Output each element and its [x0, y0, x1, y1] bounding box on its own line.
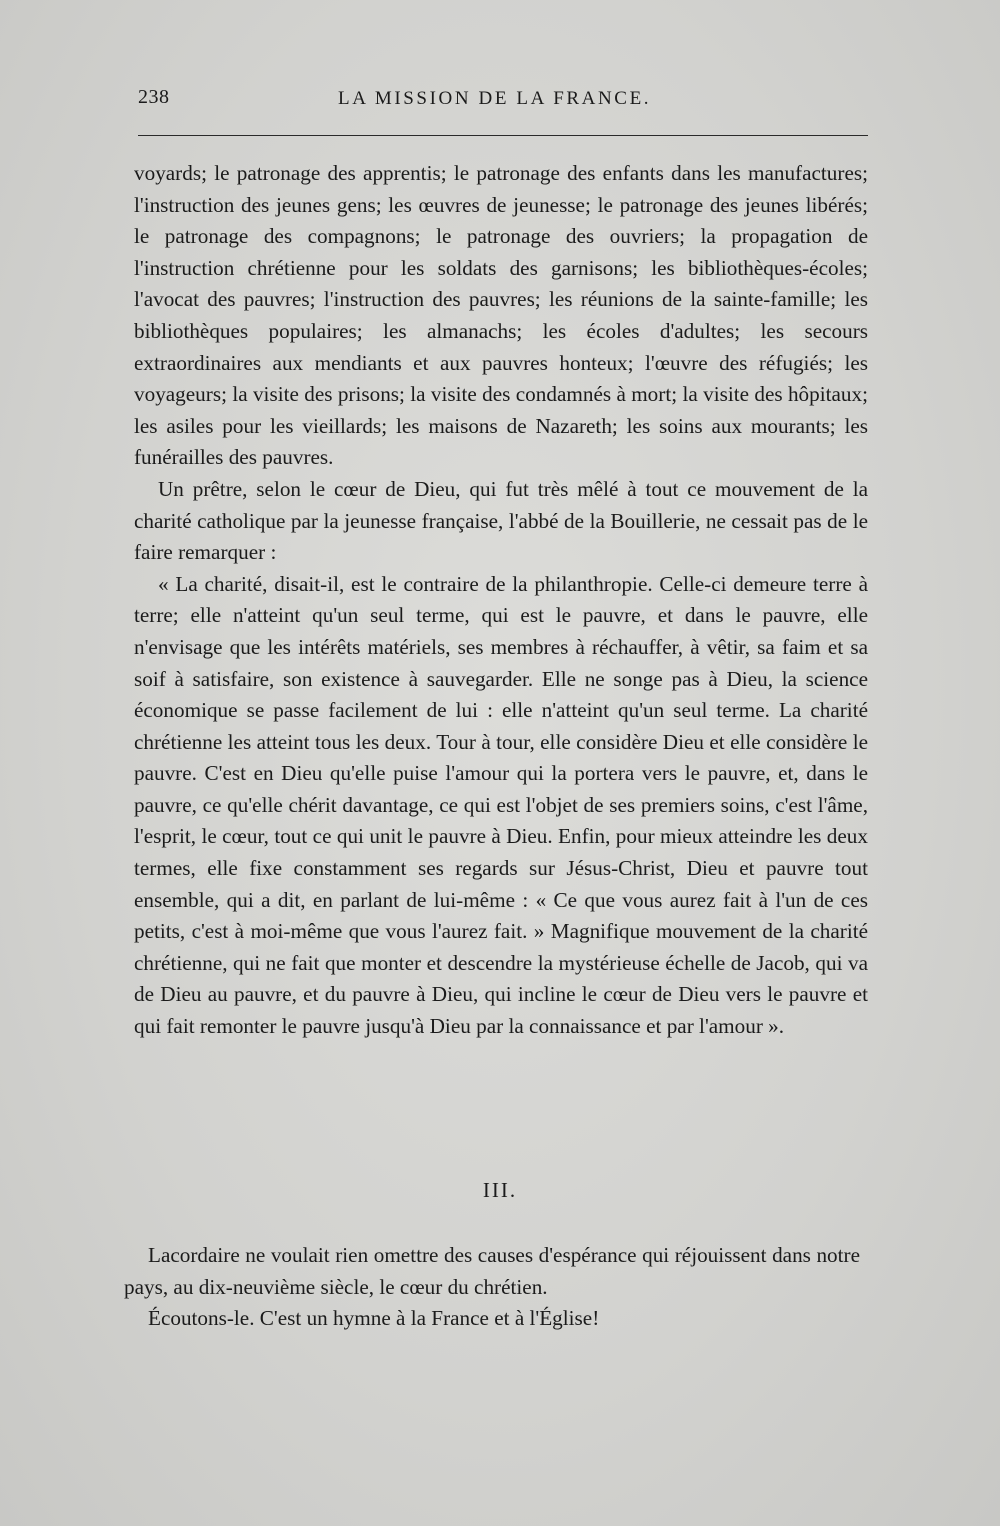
paragraph-quotation: « La charité, disait-il, est le contraire de la philanthropie. Celle-ci demeure terre à terre; elle n'atteint qu'un seul terme, qui est le pauvre, et dans le pauvre, elle n'envisage que les intérêts matériels, ses membres à réchauffer, à vêtir, sa faim et sa soif à satisfaire, son existence à sauvegarder. Elle ne songe pas à Dieu, la science économique se passe facilement de lui : elle n'atteint qu'un seul terme. La charité chrétienne les atteint tous les deux. Tour à tour, elle considère Dieu et elle considère le pauvre. C'est en Dieu qu'elle puise l'amour qui la portera vers le pauvre, et, dans le pauvre, ce qu'elle chérit davantage, ce qui est l'objet de ses premiers soins, c'est l'âme, l'esprit, le cœur, tout ce qui unit le pauvre à Dieu. Enfin, pour mieux atteindre les deux termes, elle fixe constamment ses regards sur Jésus-Christ, Dieu et pauvre tout ensemble, qui a dit, en parlant de lui-même : « Ce que vous aurez fait à l'un de ces petits, c'est à moi-même que vous l'aurez fait. » Magnifique mouvement de la charité chrétienne, qui ne fait que monter et descendre la mystérieuse échelle de Jacob, qui va de Dieu au pauvre, et du pauvre à Dieu, qui incline le cœur de Dieu vers le pauvre et qui fait remonter le pauvre jusqu'à Dieu par la connaissance et par l'amour ». [134, 571, 868, 1039]
running-head [138, 86, 868, 116]
running-title: LA MISSION DE LA FRANCE. [338, 88, 652, 109]
page-number: 238 [138, 86, 170, 108]
header-rule [138, 135, 868, 136]
section-heading: III. [482, 1178, 518, 1202]
paragraph-abbe-bouillerie: Un prêtre, selon le cœur de Dieu, qui fut très mêlé à tout ce mouvement de la charité catholique par la jeunesse française, l'abbé de la Bouillerie, ne cessait pas de le faire remarquer : [134, 476, 868, 565]
paragraph-lacordaire: Lacordaire ne voulait rien omettre des causes d'espérance qui réjouissent dans notre pays, au dix-neuvième siècle, le cœur du chrétien. [124, 1243, 860, 1299]
section-text [124, 1240, 860, 1335]
paragraph-ecoutons: Écoutons-le. C'est un hymne à la France et à l'Église! [148, 1306, 600, 1331]
paragraph-list-of-works: voyards; le patronage des apprentis; le patronage des enfants dans les manufactures; l'instruction des jeunes gens; les œuvres de jeunesse; le patronage des jeunes libérés; le patronage des compagnons; le patronage des ouvriers; la propagation de l'instruction chrétienne pour les soldats des garnisons; les bibliothèques-écoles; l'avocat des pauvres; l'instruction des pauvres; les réunions de la sainte-famille; les bibliothèques populaires; les almanachs; les écoles d'adultes; les secours extraordinaires aux mendiants et aux pauvres honteux; l'œuvre des réfugiés; les voyageurs; la visite des prisons; la visite des condamnés à mort; la visite des hôpitaux; les asiles pour les vieillards; les maisons de Nazareth; les soins aux mourants; les funérailles des pauvres. [134, 161, 868, 470]
body-text [134, 158, 868, 1043]
